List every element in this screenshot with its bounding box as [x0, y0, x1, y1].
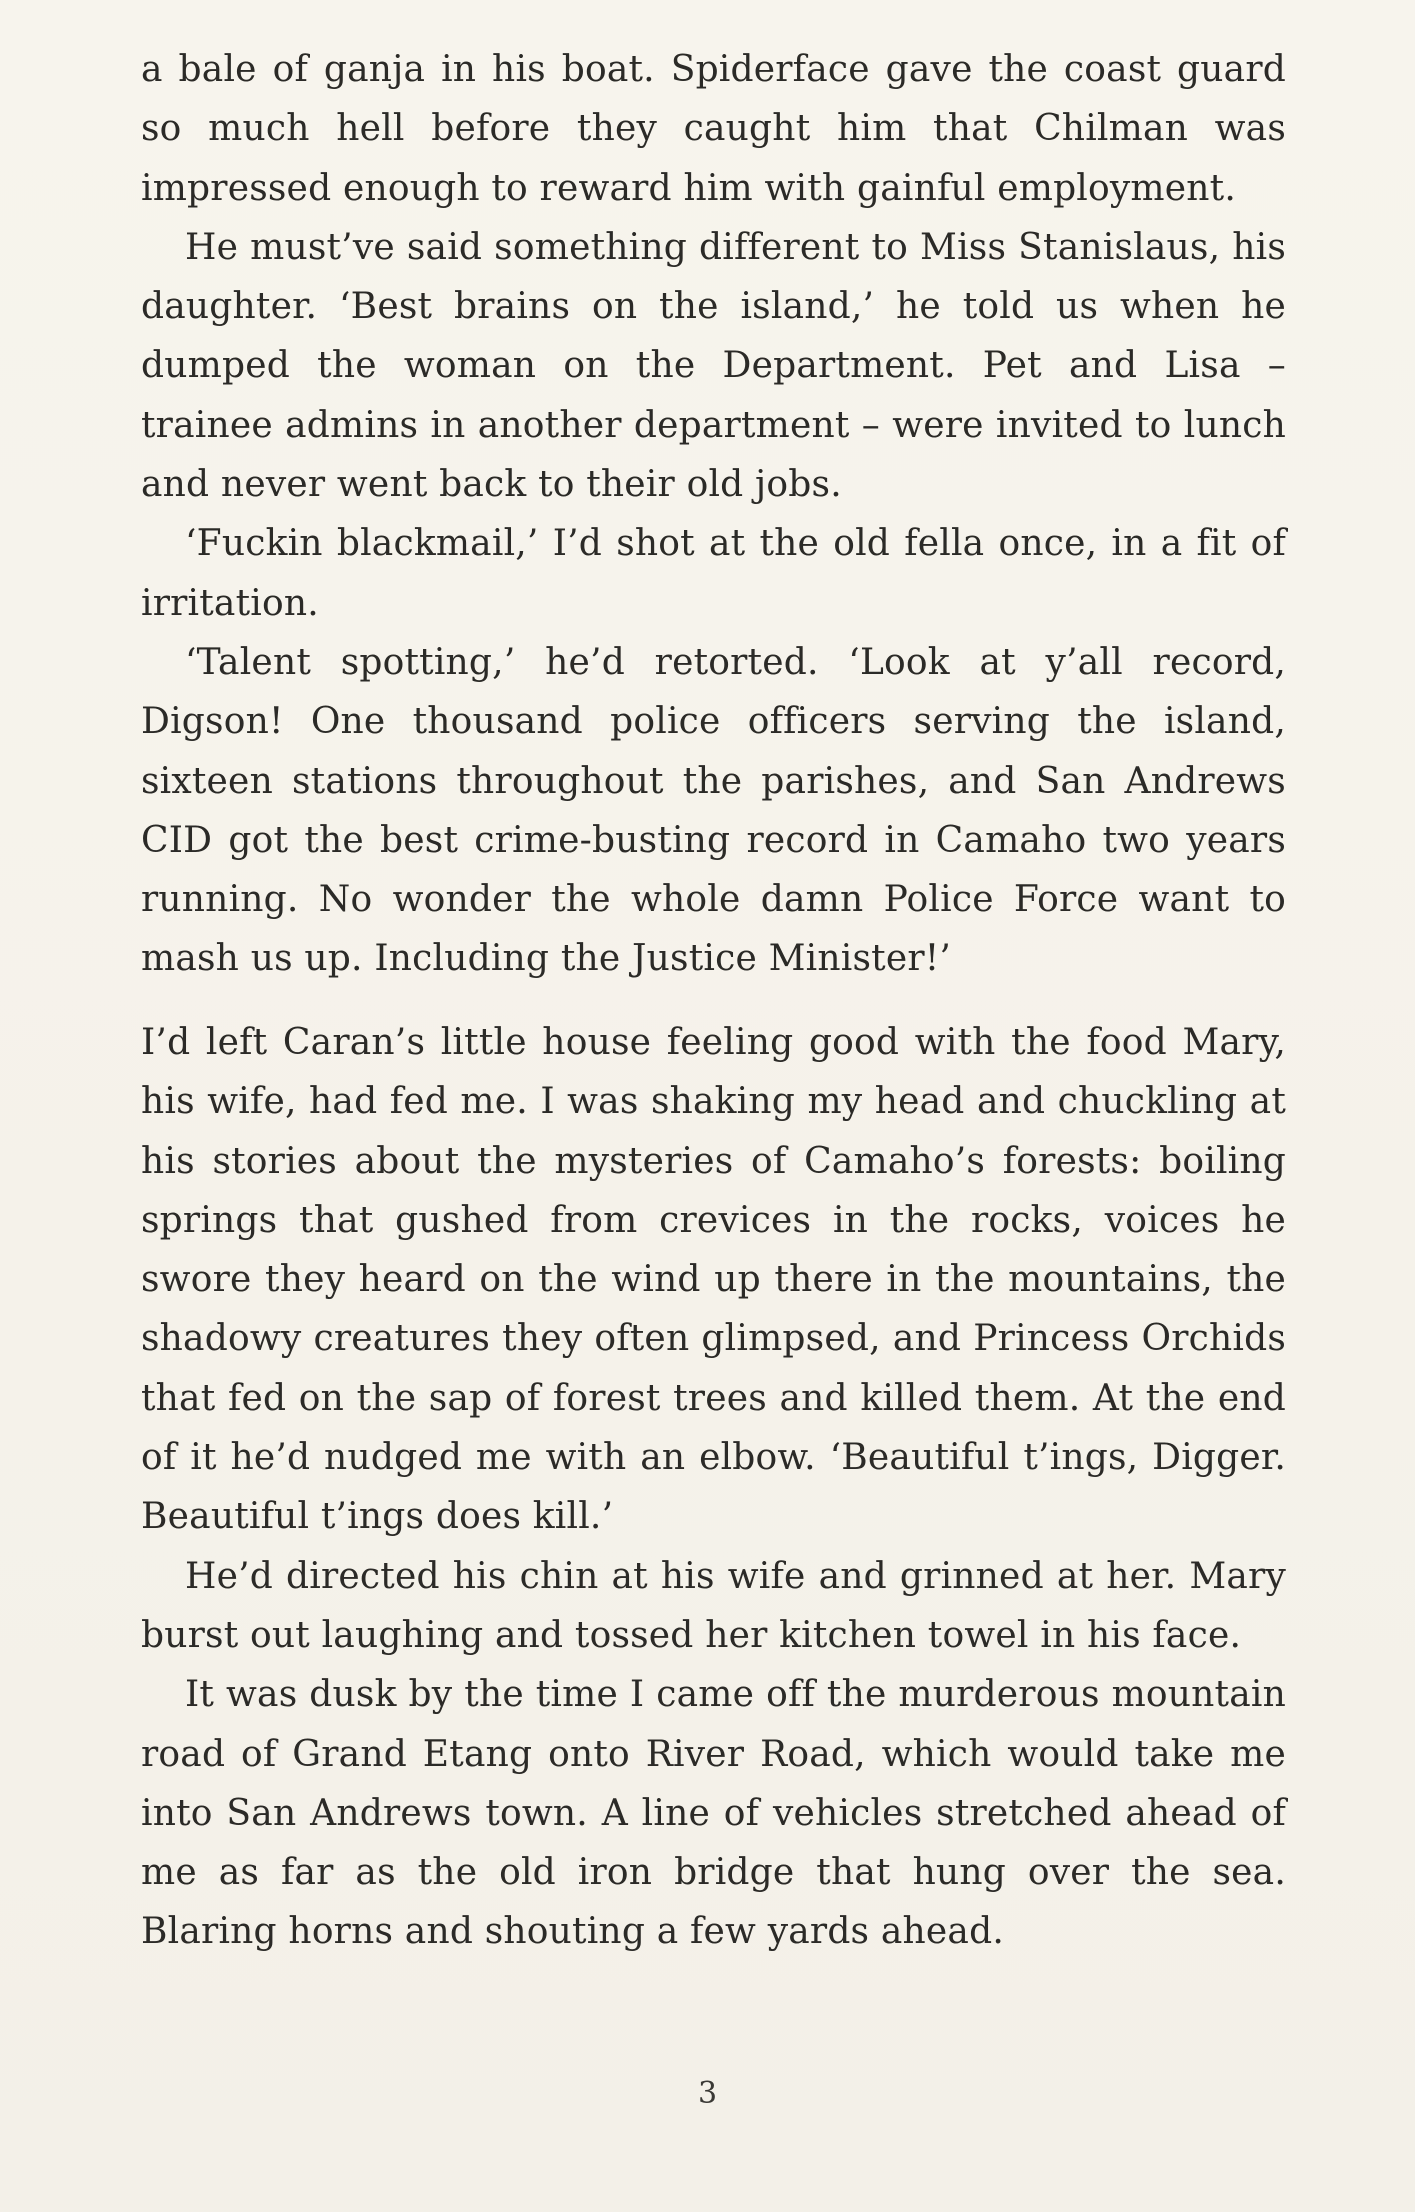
paragraph-carans-house: I’d left Caran’s little house feeling good with the food Mary, his wife, had fed me. I was shaking my head and chuckling at his stories about the mysteries of Camaho’s forests: boiling springs that gushed from crevices in the rocks, voices he swore they heard on the wind up there in the mountains, the shadowy creatures they often glimpsed, and Princess Orchids that fed on the sap of forest trees and killed them. At the end of it he’d nudged me with an elbow. ‘Beautiful t’ings, Digger. Beautiful t’ings does kill.’ [141, 1022, 1286, 1538]
paragraph-talent-spotting: ‘Talent spotting,’ he’d retorted. ‘Look at y’all record, Digson! One thousand police officers serving the island, sixteen stations throughout the parishes, and San Andrews CID got the best crime-busting record in Camaho two years running. No wonder the whole damn Police Force want to mash us up. Including the Justice Minister!’ [141, 641, 1286, 980]
paragraph-continuation: a bale of ganja in his boat. Spiderface gave the coast guard so much hell before they caught him that Chilman was impressed enough to reward him with gainful employment. [141, 49, 1286, 209]
paragraph-mary-laughing: He’d directed his chin at his wife and grinned at her. Mary burst out laughing and tossed her kitchen towel in his face. [141, 1555, 1286, 1656]
paragraph-stanislaus: He must’ve said something different to Miss Stanislaus, his daughter. ‘Best brains on the island,’ he told us when he dumped the woman on the Department. Pet and Lisa – trainee admins in another department – were invited to lunch and never went back to their old jobs. [141, 226, 1286, 506]
paragraph-river-road: It was dusk by the time I came off the murderous mountain road of Grand Etang onto River Road, which would take me into San Andrews town. A line of vehicles stretched ahead of me as far as the old iron bridge that hung over the sea. Blaring horns and shouting a few yards ahead. [141, 1674, 1286, 1953]
text-section-2 [141, 1013, 1286, 1962]
paragraph-blackmail: ‘Fuckin blackmail,’ I’d shot at the old fella once, in a fit of irritation. [141, 523, 1286, 624]
page-number: 3 [697, 2076, 718, 2111]
text-section-1 [141, 40, 1286, 989]
